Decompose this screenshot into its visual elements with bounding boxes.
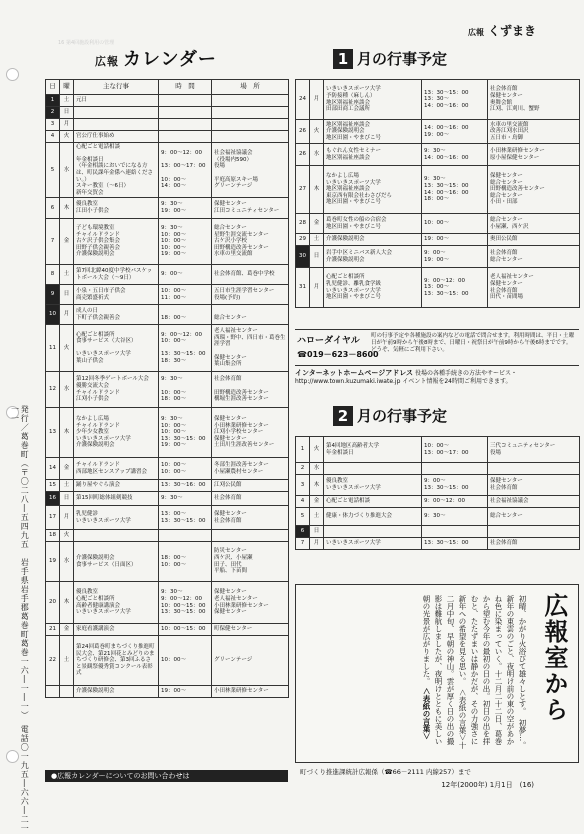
time-cell: 13：00～ 13：30～15：00 — [159, 506, 212, 530]
place-cell — [212, 119, 289, 131]
place-cell: 町保健センター — [212, 624, 289, 636]
table-row — [296, 246, 580, 268]
brand-name: くずまき — [487, 24, 536, 38]
time-cell: 13：30～15：00 — [422, 538, 488, 550]
table-row — [296, 538, 580, 550]
time-cell: 9：30～ — [159, 492, 212, 506]
event-cell: 踊り屋やぐら演会 — [74, 480, 159, 492]
weekday-cell: 木 — [310, 166, 324, 214]
weekday-cell: 水 — [310, 144, 324, 166]
table-row — [46, 636, 289, 686]
place-cell: 総合センター — [212, 305, 289, 325]
place-cell: 防災センター 西ケ沢、小屋瀬 田子、田代 平船、下苗間 — [212, 542, 289, 582]
event-cell: 介護保険説明会 食事サービス（日面区） — [74, 542, 159, 582]
right-calendar-table — [295, 79, 580, 308]
time-cell: 9：00～ 13：30～15：00 — [422, 475, 488, 496]
day-cell: 1 — [46, 95, 60, 107]
event-cell: 小泉・五日市子供会 商売繁盛祈式 — [74, 285, 159, 305]
place-cell: 五日市生涯学習センター 役場(予約) — [212, 285, 289, 305]
day-cell: 6 — [46, 198, 60, 219]
time-cell: 10：00～ — [422, 214, 488, 234]
weekday-cell: 火 — [60, 325, 74, 372]
event-cell: 第15回町総体組剣競技 — [74, 492, 159, 506]
event-cell: 第12回冬季ゲートボール大会 優勝交流大会 チャイルドランド 江刈小子供会 — [74, 372, 159, 408]
internet-url[interactable]: http://www.town.kuzumaki.iwate.jp — [295, 378, 401, 386]
place-cell: 水車の里交流館 改善江刈水田沢 五日市・鳥御 — [488, 120, 580, 144]
day-cell: 1 — [296, 437, 310, 463]
time-cell — [422, 526, 488, 538]
table-row — [46, 372, 289, 408]
day-cell: 7 — [46, 219, 60, 265]
event-cell — [324, 463, 422, 475]
weekday-cell: 木 — [310, 475, 324, 496]
time-cell: 9：30～ 14：00～16：00 — [422, 144, 488, 166]
weekday-cell: 日 — [60, 492, 74, 506]
day-cell: 17 — [46, 506, 60, 530]
weekday-cell: 月 — [310, 268, 324, 308]
event-cell: 優良教室 心配ごと相談所 高齢者健康講演会 いきいきスポーツ大学 — [74, 582, 159, 624]
table-row — [46, 458, 289, 480]
place-cell: 社会福祉協議会 — [488, 496, 580, 508]
event-cell: 心配ごと電話相談 — [324, 496, 422, 508]
time-cell: 9：30～ 10：00～ 10：00～ 10：00～ 19：00～ — [159, 219, 212, 265]
editor-column — [295, 584, 579, 763]
time-cell: 9：30～ 10：00～ 10：00～ 13：30～15：00 19：00～ — [159, 408, 212, 458]
day-cell: 3 — [296, 475, 310, 496]
event-cell: もぐれん女性セミナー 地区別福祉座談会 — [324, 144, 422, 166]
weekday-cell: 水 — [60, 542, 74, 582]
day-cell: 20 — [46, 582, 60, 624]
day-cell: 21 — [46, 624, 60, 636]
table-row — [296, 80, 580, 120]
weekday-cell: 金 — [60, 219, 74, 265]
time-cell: 10：00～ — [159, 636, 212, 686]
place-cell — [212, 107, 289, 119]
place-cell: 保健センター 江田コミュニティセンター — [212, 198, 289, 219]
event-cell — [74, 530, 159, 542]
event-cell: 心配ごと相談所 食事サービス（大谷区） いきいきスポーツ大学 葉山子供会 — [74, 325, 159, 372]
day-cell: 11 — [46, 325, 60, 372]
event-cell: なかよし広場 チャイルドランド 少年少女教室 いきいきスポーツ大学 介護保険説明会 — [74, 408, 159, 458]
table-row — [296, 166, 580, 214]
place-cell: 社会体育館 — [212, 492, 289, 506]
page-title — [95, 49, 217, 71]
table-row — [46, 198, 289, 219]
weekday-cell: 火 — [310, 437, 324, 463]
event-cell: 介護保険説明会 — [324, 234, 422, 246]
day-cell: 7 — [296, 538, 310, 550]
table-row — [46, 530, 289, 542]
place-cell: 老人福祉センター 西瑠・野中、四日市・葛巻生涯学習 保健センター 葉山集会所 — [212, 325, 289, 372]
day-cell: 19 — [46, 542, 60, 582]
day-cell: 4 — [296, 496, 310, 508]
time-cell: 10：00～15：00 — [159, 624, 212, 636]
weekday-cell: 火 — [60, 131, 74, 143]
place-cell: 社会体育館 田野構造改善センター 構堀生涯改善センター — [212, 372, 289, 408]
day-cell: 13 — [46, 408, 60, 458]
weekday-cell: 日 — [310, 526, 324, 538]
faint-header: 16 第4回施設利用の管理 — [58, 40, 115, 46]
place-cell: 社会福祉協議会 （役場内590） 役場 平庭高原スキー場 グリーンテージ — [212, 143, 289, 198]
event-cell: 官公庁仕事始め — [74, 131, 159, 143]
weekday-cell: 水 — [60, 372, 74, 408]
table-row — [46, 492, 289, 506]
time-cell: 18：00～ 10：00～ — [159, 542, 212, 582]
time-cell — [422, 463, 488, 475]
weekday-cell: 月 — [60, 506, 74, 530]
event-cell: 乳児健診 いきいきスポーツ大学 — [74, 506, 159, 530]
feb-calendar-table — [295, 436, 580, 550]
time-cell — [159, 95, 212, 107]
time-cell: 9：30～ 13：30～15：00 14：00～16：00 18：00～ — [422, 166, 488, 214]
publisher-info: 発行／葛巻町（〒〇二八―五四九五 岩手県岩手郡葛巻町葛巻一六―一―一） 電話〇一九五―六六―二一一一 — [10, 405, 30, 833]
day-cell: 26 — [296, 144, 310, 166]
weekday-cell: 日 — [310, 246, 324, 268]
inquiry-note: ●広報カレンダーについてのお問い合わせは — [45, 770, 288, 782]
time-cell — [159, 119, 212, 131]
internet-label: インターネットホームページアドレス — [295, 369, 414, 377]
day-cell: 16 — [46, 492, 60, 506]
jan-month-title: 月の行事予定 — [357, 50, 448, 68]
place-cell — [212, 131, 289, 143]
event-cell: 優良教室 いきいきスポーツ大学 — [324, 475, 422, 496]
table-row — [46, 624, 289, 636]
event-cell: いきいきスポーツ大学 予防接種（麻しん） 地区別福祉座談会 田部田商工会議所 — [324, 80, 422, 120]
weekday-cell: 金 — [310, 496, 324, 508]
table-row — [46, 542, 289, 582]
col-time: 時 間 — [159, 80, 212, 95]
place-cell: 江刈公民館 — [212, 480, 289, 492]
col-day: 日 — [46, 80, 60, 95]
time-cell: 13：30～16：00 — [159, 480, 212, 492]
table-row — [46, 95, 289, 107]
day-cell: 5 — [46, 143, 60, 198]
event-cell — [74, 107, 159, 119]
table-row — [46, 582, 289, 624]
place-cell: 総合センター 小屋瀬、西ケ沢 — [488, 214, 580, 234]
editor-column-subtitle: ＜表紙の言葉＞ — [422, 687, 431, 740]
col-weekday: 曜 — [60, 80, 74, 95]
place-cell — [488, 463, 580, 475]
hello-dial-box — [295, 329, 579, 366]
place-cell: 奥田公民館 — [488, 234, 580, 246]
event-cell — [324, 526, 422, 538]
table-row — [46, 408, 289, 458]
issue-date: 12年(2000年) 1月1日 (16) — [441, 781, 534, 789]
event-cell: 岩手中区ミニバス新人大会 介護保険説明会 — [324, 246, 422, 268]
binding-hole — [6, 68, 19, 81]
day-cell: 18 — [46, 530, 60, 542]
day-cell: 2 — [46, 107, 60, 119]
title-prefix: 広報 — [95, 55, 119, 68]
weekday-cell: 金 — [310, 214, 324, 234]
event-cell: 葛巻町女性の船の合宿会 地区田園・やまびこ号 — [324, 214, 422, 234]
weekday-cell: 金 — [60, 458, 74, 480]
day-cell: 26 — [296, 120, 310, 144]
table-row — [46, 285, 289, 305]
day-cell: 31 — [296, 268, 310, 308]
table-row — [46, 143, 289, 198]
weekday-cell: 土 — [310, 234, 324, 246]
place-cell — [488, 526, 580, 538]
time-cell: 19：00～ — [159, 686, 212, 698]
table-row — [296, 463, 580, 475]
event-cell: 成人の日 下町子供会親善会 — [74, 305, 159, 325]
table-row — [296, 526, 580, 538]
day-cell: 30 — [296, 246, 310, 268]
event-cell: 心配ごと電話相談 年金相談日 （年金相談においでになる方は、町民課年金係へ連絡ください。） スキー教室（～6日） 新年交賀会 — [74, 143, 159, 198]
weekday-cell: 木 — [60, 582, 74, 624]
place-cell: 保健センター 総合センター 田野構造改善センター 総合センター 小田・田部 — [488, 166, 580, 214]
table-row — [46, 119, 289, 131]
table-row — [296, 508, 580, 526]
event-cell: 第24回葛巻町まちづくり推進町民大会、第21回花とみどりのまちづくり研修会、第3回ふるさと景観祭優秀賞コンクール表彰式 — [74, 636, 159, 686]
time-cell: 13：30～15：00 13：30～ 14：00～16：00 — [422, 80, 488, 120]
editor-column-text — [306, 595, 528, 752]
event-cell: 優良教室 江田小子供会 — [74, 198, 159, 219]
place-cell: 老人福祉センター 保健センター 社会体育館 田代・苗間場 — [488, 268, 580, 308]
time-cell: 9：00～ — [159, 265, 212, 285]
paper-name: 広報 — [467, 28, 484, 37]
weekday-cell: 土 — [60, 95, 74, 107]
weekday-cell: 水 — [310, 463, 324, 475]
table-row — [46, 107, 289, 119]
event-cell: 家庭看護講演会 — [74, 624, 159, 636]
weekday-cell: 月 — [310, 80, 324, 120]
time-cell: 9：00～12：00 13：00～ 13：30～15：00 — [422, 268, 488, 308]
place-cell: 保健センター 社会体育館 — [212, 506, 289, 530]
table-row — [46, 265, 289, 285]
day-cell: 10 — [46, 305, 60, 325]
weekday-cell: 土 — [310, 508, 324, 526]
place-cell: 保健センター 小田林業研修センター 江刈小学校センター 保健センター 土田川生涯改善センター — [212, 408, 289, 458]
left-calendar-table — [45, 79, 289, 698]
event-cell — [74, 119, 159, 131]
masthead — [468, 24, 536, 38]
day-cell: 9 — [46, 285, 60, 305]
hello-dial-label: ハローダイヤル — [297, 336, 360, 346]
day-cell: 8 — [46, 265, 60, 285]
day-cell: 6 — [296, 526, 310, 538]
event-cell: 子ども環境教室 チャイルドランド 古ケ沢子供会集会 田野子供会親善会 介護保険説明会 — [74, 219, 159, 265]
time-cell: 9：00～ 19：00～ — [422, 246, 488, 268]
event-cell: 介護保険説明会 — [74, 686, 159, 698]
title-main: カレンダー — [123, 49, 217, 70]
weekday-cell: 日 — [60, 107, 74, 119]
editor-column-title: 広報室から — [540, 593, 568, 723]
jan-month-num: 1 — [333, 49, 353, 69]
weekday-cell: 金 — [60, 624, 74, 636]
feb-month-num: 2 — [333, 406, 353, 426]
time-cell: 10：00～ 10：00～ — [159, 458, 212, 480]
event-cell: 第4回地区高齢者大学 年金相談日 — [324, 437, 422, 463]
hello-dial-desc: 町の行事予定や各種施設の案内などの電話で問合せます。利用時間は、平日・土曜日が午前9時から午後8時まで、日曜日・祝祭日が午前9時から午後6時までです。どうぞ、気軽にご利用下さい。 — [371, 333, 575, 353]
table-row — [46, 506, 289, 530]
table-row — [46, 131, 289, 143]
table-row — [296, 268, 580, 308]
place-cell: 社会体育館 保健センター 奥舞会館 江刈、江刈川、蟹野 — [488, 80, 580, 120]
place-cell: 保健センター 社会体育館 — [488, 475, 580, 496]
place-cell: 社会体育館 — [488, 538, 580, 550]
weekday-cell: 土 — [60, 636, 74, 686]
weekday-cell: 火 — [310, 120, 324, 144]
event-cell: なかよし広場 いきいきスポーツ大学 地区別福祉座談会 東京西有限会社わさびだら 地区田園・やまびこ号 — [324, 166, 422, 214]
place-cell: 冬部生涯改善センター 小屋瀬農村センター — [212, 458, 289, 480]
time-cell — [159, 107, 212, 119]
time-cell: 9：30～ — [422, 508, 488, 526]
time-cell: 9：30～ 9：00～12：00 10：00～15：00 13：30～15：00 — [159, 582, 212, 624]
time-cell: 10：00～ 13：00～17：00 — [422, 437, 488, 463]
weekday-cell — [60, 686, 74, 698]
internet-box — [295, 369, 579, 386]
internet-desc: 役場の各種手続きの方法やサービス・ — [414, 370, 517, 377]
day-cell: 27 — [296, 166, 310, 214]
table-row — [296, 120, 580, 144]
place-cell: 総合センター 星野生涯交流センター 古ケ沢小学校 田野構造改善センター 水車の里交流館 — [212, 219, 289, 265]
time-cell: 9：00～12：00 10：00～ 13：30～15：00 18：30～ — [159, 325, 212, 372]
weekday-cell: 土 — [60, 265, 74, 285]
internet-desc2: イベント情報を24時間ご利用できます。 — [402, 378, 512, 386]
day-cell: 29 — [296, 234, 310, 246]
time-cell: 9：00～12：00 13：00～17：00 10：00～ 14：00～ — [159, 143, 212, 198]
table-row — [296, 234, 580, 246]
place-cell — [212, 95, 289, 107]
feb-heading — [333, 406, 447, 426]
table-row — [296, 214, 580, 234]
inquiry-contact: 町づくり推進課統計広報係（☎66－2111 内線257）まで — [300, 768, 471, 776]
event-cell: 地区別福祉座談会 介護保険説明会 地区田園・やまびこ号 — [324, 120, 422, 144]
place-cell: グリーンテージ — [212, 636, 289, 686]
table-row — [296, 144, 580, 166]
table-row — [296, 475, 580, 496]
weekday-cell: 水 — [60, 143, 74, 198]
place-cell: 小田林業研修センター 原小屋保健センター — [488, 144, 580, 166]
event-cell: いきいきスポーツ大学 — [324, 538, 422, 550]
time-cell: 19：00～ — [422, 234, 488, 246]
day-cell: 22 — [46, 636, 60, 686]
table-row — [46, 325, 289, 372]
table-row — [296, 437, 580, 463]
day-cell — [46, 686, 60, 698]
weekday-cell: 木 — [60, 408, 74, 458]
day-cell: 28 — [296, 214, 310, 234]
time-cell: 14：00～16：00 19：00～ — [422, 120, 488, 144]
day-cell: 5 — [296, 508, 310, 526]
event-cell: 第7回北緯40度中学校バスケットボール大会（～9日） — [74, 265, 159, 285]
table-row — [296, 496, 580, 508]
time-cell — [159, 131, 212, 143]
feb-month-title: 月の行事予定 — [357, 407, 448, 425]
weekday-cell: 火 — [60, 530, 74, 542]
day-cell: 24 — [296, 80, 310, 120]
place-cell — [212, 530, 289, 542]
time-cell — [159, 530, 212, 542]
event-cell: チャイルドランド 西部地区センスアップ講習会 — [74, 458, 159, 480]
place-cell: 保健センター 老人福祉センター 小田林業研修センター 保健センター — [212, 582, 289, 624]
time-cell: 9：30～ 10：00～ 18：00～ — [159, 372, 212, 408]
weekday-cell: 月 — [60, 119, 74, 131]
col-place: 場 所 — [212, 80, 289, 95]
weekday-cell: 木 — [60, 198, 74, 219]
place-cell: 小田林業研修センター — [212, 686, 289, 698]
time-cell: 10：00～ 11：00～ — [159, 285, 212, 305]
day-cell: 15 — [46, 480, 60, 492]
weekday-cell: 月 — [60, 305, 74, 325]
weekday-cell: 月 — [310, 538, 324, 550]
weekday-cell: 日 — [60, 285, 74, 305]
day-cell: 2 — [296, 463, 310, 475]
table-row — [46, 219, 289, 265]
place-cell: 社会体育館、葛巻中学校 — [212, 265, 289, 285]
event-cell: 心配ごと相談所 乳児健診、離乳食学級 いきいきスポーツ大学 地区田園・やまびこ号 — [324, 268, 422, 308]
day-cell: 3 — [46, 119, 60, 131]
day-cell: 12 — [46, 372, 60, 408]
day-cell: 4 — [46, 131, 60, 143]
col-event: 主な行事 — [74, 80, 159, 95]
time-cell: 18：00～ — [159, 305, 212, 325]
hello-dial-tel: ☎019－623－8600 — [297, 350, 379, 359]
table-row — [46, 305, 289, 325]
place-cell: 社会体育館 総合センター — [488, 246, 580, 268]
event-cell: 健康・体力づくり推進大会 — [324, 508, 422, 526]
table-row — [46, 480, 289, 492]
editor-column-body: 初晴、かがり火浴びて雄々しとす。 初夢…。新年の東雲のごと、夜明け前の東の空があかね色に染まっていく。十二月二十二日、葛巻から望む今年の最初の日の出。初日の出を拝むと、たたずまいは静かだが、その力強さに新年への希望を見る思い。 ＜表紙の言葉＞十二月中旬、早朝の神山。雲が厚く日の出の撮影は難航しましたが、夜明けとともに美しい朝の光景が広がりました。 — [422, 595, 527, 749]
day-cell: 14 — [46, 458, 60, 480]
place-cell: 三代コミュニティセンター 役場 — [488, 437, 580, 463]
time-cell: 9：00～12：00 — [422, 496, 488, 508]
jan-heading — [333, 49, 447, 69]
event-cell: 元日 — [74, 95, 159, 107]
table-row — [46, 686, 289, 698]
time-cell: 9：30～ 19：00～ — [159, 198, 212, 219]
weekday-cell: 土 — [60, 480, 74, 492]
place-cell: 総合センター — [488, 508, 580, 526]
